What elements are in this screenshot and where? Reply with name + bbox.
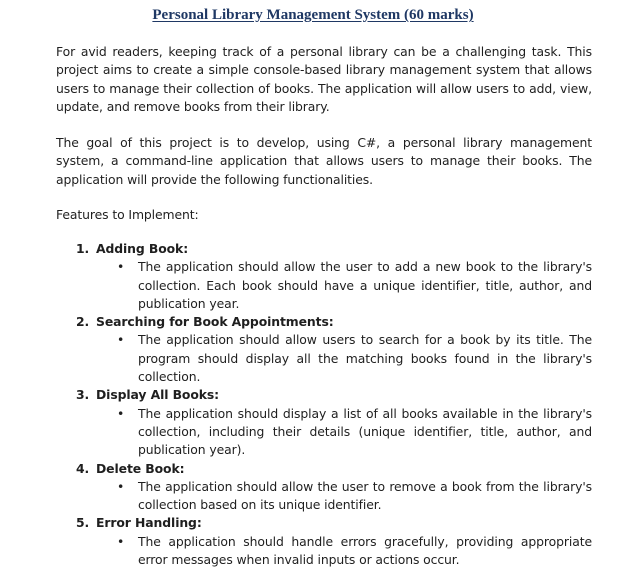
goal-paragraph: The goal of this project is to develop, using C#, a personal library management system, a command-line application that allows users to manage their books. The application will provide the following functionalities. <box>56 135 592 187</box>
features-heading: Features to Implement: <box>56 207 199 222</box>
bullet-icon: • <box>117 478 125 494</box>
bullet-icon: • <box>117 405 125 421</box>
features-list <box>56 240 592 569</box>
feature-title: Delete Book: <box>96 460 185 476</box>
feature-bullet <box>56 258 592 313</box>
feature-heading <box>56 240 592 258</box>
bullet-icon: • <box>117 533 125 549</box>
document-title: Personal Library Management System (60 marks) <box>152 7 474 23</box>
feature-title: Searching for Book Appointments: <box>96 314 334 330</box>
feature-item <box>56 313 592 386</box>
bullet-icon: • <box>117 332 125 348</box>
feature-description: The application should allow the user to add a new book to the library's collection. Each book should have a unique identifier, title, author, and publication year. <box>138 259 592 311</box>
feature-title: Error Handling: <box>96 515 202 531</box>
feature-title: Adding Book: <box>96 241 189 256</box>
feature-item <box>56 514 592 569</box>
feature-number: 1. <box>76 241 90 256</box>
intro-paragraph: For avid readers, keeping track of a personal library can be a challenging task. This project aims to create a simple console-based library management system that allows users to manage their collection of books. The application will allow users to add, view, update, and remove books from their library. <box>56 44 592 114</box>
feature-bullet <box>56 405 592 460</box>
feature-description: The application should allow the user to remove a book from the library's collection based on its unique identifier. <box>138 478 592 513</box>
feature-number: 2. <box>76 314 90 330</box>
bullet-icon: • <box>117 259 125 275</box>
feature-heading <box>56 313 592 331</box>
feature-title: Display All Books: <box>96 387 220 403</box>
feature-heading <box>56 514 592 532</box>
feature-description: The application should handle errors gracefully, providing appropriate error messages when invalid inputs or actions occur. <box>138 533 592 568</box>
feature-description: The application should allow users to search for a book by its title. The program should display all the matching books found in the library's collection. <box>138 332 592 385</box>
feature-number: 3. <box>76 387 90 403</box>
feature-item <box>56 240 592 313</box>
feature-bullet <box>56 478 592 515</box>
feature-bullet <box>56 533 592 570</box>
feature-item <box>56 386 592 459</box>
feature-bullet <box>56 331 592 386</box>
feature-number: 5. <box>76 515 90 531</box>
feature-description: The application should display a list of all books available in the library's collection, including their details (unique identifier, title, author, and publication year). <box>138 405 592 458</box>
feature-heading <box>56 460 592 478</box>
feature-number: 4. <box>76 460 90 476</box>
feature-heading <box>56 386 592 404</box>
feature-item <box>56 460 592 515</box>
